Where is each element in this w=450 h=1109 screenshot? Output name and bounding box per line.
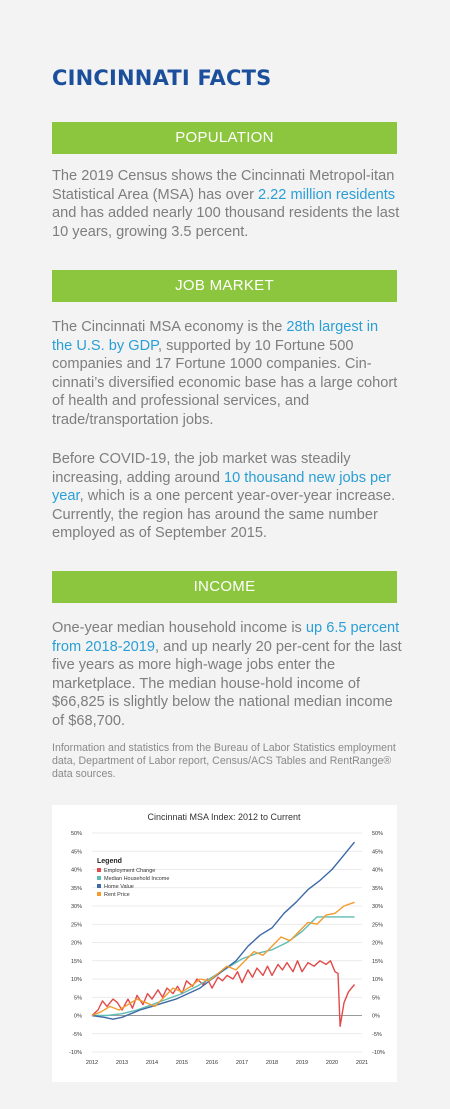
y-tick-label-left: 20% xyxy=(70,940,82,947)
y-tick-label-right: 30% xyxy=(372,904,384,910)
income-highlight: up 6.5 percent from 2018-2019 xyxy=(52,620,400,655)
y-tick-label-right: 5% xyxy=(372,995,380,1002)
new-jobs-highlight: 10 thousand new jobs per year xyxy=(52,469,392,505)
y-tick-label-left: -10% xyxy=(69,1050,82,1056)
y-tick-label-left: 50% xyxy=(70,831,82,837)
y-tick-label-left: 45% xyxy=(70,849,82,856)
x-tick-label: 2020 xyxy=(325,1060,339,1066)
legend-label: Median Household Income xyxy=(104,876,170,882)
job-market-heading: JOB MARKET xyxy=(52,270,397,302)
x-tick-label: 2019 xyxy=(295,1060,309,1066)
y-tick-label-right: 10% xyxy=(372,977,384,983)
y-tick-label-left: 40% xyxy=(70,867,82,874)
y-tick-label-left: 15% xyxy=(70,958,82,965)
job-market-paragraph-1: The Cincinnati MSA economy is the 28th largest in the U.S. by GDP, supported by 10 Fortune 500 companies and 17 Fortune 1000 companies. Cin-cinnati’s diversified economic base has a large cohort of health and professional services, and trade/transportation jobs. xyxy=(52,319,398,428)
x-tick-label: 2015 xyxy=(175,1060,189,1066)
legend-label: Employment Change xyxy=(104,868,156,874)
x-tick-label: 2017 xyxy=(235,1060,249,1066)
legend-title: Legend xyxy=(97,858,122,865)
y-tick-label-left: 0% xyxy=(74,1013,82,1020)
income-heading: INCOME xyxy=(52,571,397,603)
y-tick-label-right: 0% xyxy=(372,1013,380,1020)
y-tick-label-left: 30% xyxy=(70,904,82,910)
population-heading: POPULATION xyxy=(52,122,397,154)
y-tick-label-left: 25% xyxy=(70,922,82,929)
population-highlight: 2.22 million residents xyxy=(258,186,396,203)
population-paragraph: The 2019 Census shows the Cincinnati Metropol-itan Statistical Area (MSA) has over 2.22 million residents and has added nearly 100 thousand residents the last 10 years, growing 3.5 percent. xyxy=(52,168,400,240)
y-tick-label-right: 25% xyxy=(372,922,384,929)
y-tick-label-right: 40% xyxy=(372,867,384,874)
y-tick-label-right: 35% xyxy=(372,885,384,892)
y-tick-label-left: 5% xyxy=(74,995,82,1002)
y-tick-label-left: 10% xyxy=(70,977,82,983)
chart-title: Cincinnati MSA Index: 2012 to Current xyxy=(147,812,301,822)
x-tick-label: 2014 xyxy=(145,1060,159,1066)
y-tick-label-right: 45% xyxy=(372,849,384,856)
x-tick-label: 2013 xyxy=(115,1060,129,1066)
y-tick-label-right: 50% xyxy=(372,831,384,837)
y-tick-label-left: 35% xyxy=(70,885,82,892)
source-note: Information and statistics from the Bureau of Labor Statistics employment data, Department of Labor report, Census/ACS Tables and RentRange® data sources. xyxy=(52,742,396,780)
y-tick-label-right: 20% xyxy=(372,940,384,947)
legend-swatch xyxy=(97,892,101,896)
gdp-rank-highlight: 28th largest in the U.S. by GDP xyxy=(52,319,379,354)
page-title: CINCINNATI FACTS xyxy=(52,66,272,90)
chart-svg xyxy=(52,805,397,1082)
legend-swatch xyxy=(97,876,101,880)
series-line xyxy=(92,917,355,1016)
legend-swatch xyxy=(97,868,101,872)
x-tick-label: 2018 xyxy=(265,1060,279,1066)
legend-label: Rent Price xyxy=(104,892,130,898)
x-tick-label: 2016 xyxy=(205,1060,219,1066)
job-market-paragraph-2: Before COVID-19, the job market was steadily increasing, adding around 10 thousand new jobs per year, which is a one percent year-over-year increase. Currently, the region has around the same number employed as of September 2015. xyxy=(52,451,396,542)
income-paragraph: One-year median household income is up 6.5 percent from 2018-2019, and up nearly 20 per-cent for the last five years as more high-wage jobs enter the marketplace. The median house-hold income of $66,825 is slightly below the national median income of $68,700. xyxy=(52,620,402,729)
y-tick-label-right: 15% xyxy=(372,958,384,965)
msa-index-chart xyxy=(52,805,397,1082)
legend-label: Home Value xyxy=(104,884,134,890)
x-tick-label: 2012 xyxy=(85,1060,99,1066)
y-tick-label-left: -5% xyxy=(72,1031,82,1038)
y-tick-label-right: -10% xyxy=(372,1050,385,1056)
y-tick-label-right: -5% xyxy=(372,1031,382,1038)
x-tick-label: 2021 xyxy=(355,1060,369,1066)
legend-swatch xyxy=(97,884,101,888)
